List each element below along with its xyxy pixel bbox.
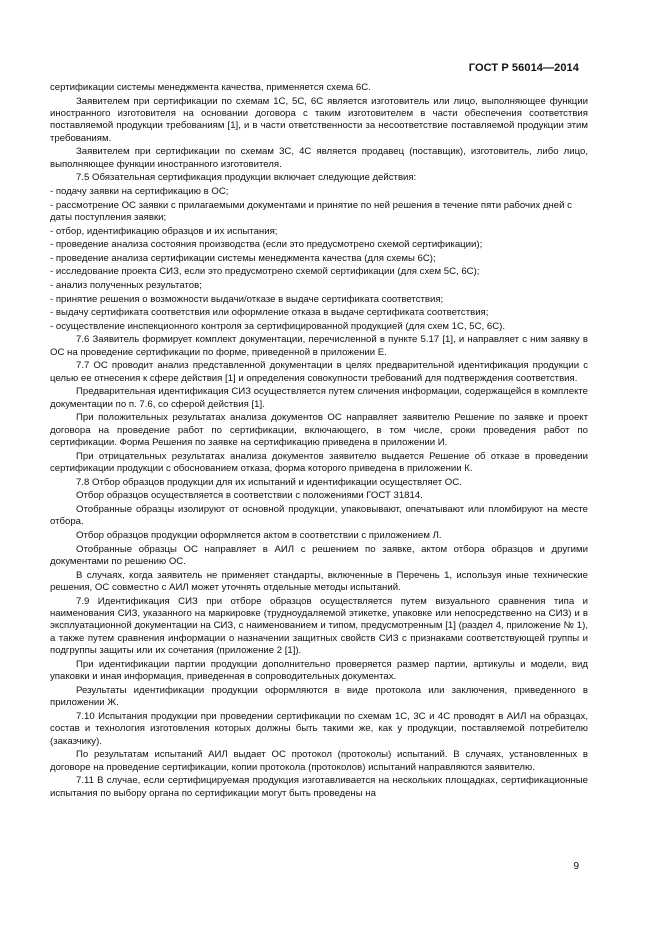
paragraph: Отбор образцов осуществляется в соответствии с положениями ГОСТ 31814. [76, 490, 423, 502]
list-item: - исследование проекта СИЗ, если это предусмотрено схемой сертификации (для схем 5С, 6С); [50, 266, 480, 278]
standard-header: ГОСТ Р 56014—2014 [468, 62, 579, 74]
paragraph: 7.10 Испытания продукции при проведении сертификации по схемам 1С, 3С и 4С проводят в АИЛ на образцах, состав и технология изготовления которых должны быть такими же, как у продукции, поставляемой потребителю (заказчику). [50, 710, 588, 747]
list-item: - принятие решения о возможности выдачи/отказе в выдаче сертификата соответствия; [50, 293, 444, 305]
paragraph: Отбор образцов продукции оформляется актом в соответствии с приложением Л. [76, 529, 442, 541]
list-item: - рассмотрение ОС заявки с прилагаемыми документами и принятие по ней решения в течение пяти рабочих дней с даты поступления заявки; [50, 199, 572, 223]
paragraph: 7.6 Заявитель формирует комплект документации, перечисленной в пункте 5.17 [1], и направляет с ним заявку в ОС на проведение сертификации по форме, приведенной в приложении Е. [50, 334, 588, 358]
paragraph: Отобранные образцы изолируют от основной продукции, упаковывают, опечатывают или пломбируют на месте отбора. [50, 503, 588, 528]
paragraph: При идентификации партии продукции дополнительно проверяется размер партии, артикулы и модели, вид упаковки и иная информация, приведенная в сопроводительных документах. [50, 658, 588, 683]
list-item: - анализ полученных результатов; [50, 279, 202, 291]
list-item: - выдачу сертификата соответствия или оформление отказа в выдаче сертификата соответствия; [50, 307, 489, 319]
paragraph: 7.7 ОС проводит анализ представленной документации в целях предварительной идентификация продукции с целью ее отнесения к сфере действия [1] и определения совокупности требований для подтверждения соответствия. [50, 360, 588, 384]
paragraph: 7.11 В случае, если сертифицируемая продукция изготавливается на нескольких площадках, сертификационные испытания по выбору органа по сертификации могут быть проведены на [50, 775, 588, 799]
paragraph: В случаях, когда заявитель не применяет стандарты, включенные в Перечень 1, используя иные технические решения, ОС совместно с АИЛ может уточнять отдельные методы испытаний. [50, 569, 588, 593]
paragraph: Заявителем при сертификации по схемам 1С, 5С, 6С является изготовитель или лицо, выполняющее функции иностранного изготовителя на основании договора с таким изготовителем в части обеспечения соответствия поставляемой продукции требованиям [1], и в части ответственности за несоответствие поставляемой продукции этим требованиям. [50, 95, 588, 144]
paragraph: Заявителем при сертификации по схемам 3С, 4С является продавец (поставщик), изготовитель, либо лицо, выполняющее функции иностранного изготовителя. [50, 146, 588, 170]
paragraph: сертификации системы менеджмента качества, применяется схема 6С. [50, 82, 371, 93]
list-item: - проведение анализа состояния производства (если это предусмотрено схемой сертификации); [50, 239, 483, 251]
document-body [50, 82, 588, 801]
list-item: - подачу заявки на сертификацию в ОС; [50, 186, 229, 197]
list-item: - проведение анализа сертификации системы менеджмента качества (для схемы 6С); [50, 252, 436, 264]
page-number: 9 [573, 861, 579, 872]
list-item: - осуществление инспекционного контроля за сертифицированной продукцией (для схем 1С, 5С, 6С). [50, 320, 505, 332]
paragraph: 7.8 Отбор образцов продукции для их испытаний и идентификации осуществляет ОС. [76, 476, 462, 488]
paragraph: Отобранные образцы ОС направляет в АИЛ с решением по заявке, актом отбора образцов и другими документами по решению ОС. [50, 543, 588, 567]
paragraph: По результатам испытаний АИЛ выдает ОС протокол (протоколы) испытаний. В случаях, установленных в договоре на проведение сертификации, копии протокола (протоколов) испытаний направляются заявителю. [50, 749, 588, 773]
paragraph: 7.5 Обязательная сертификация продукции включает следующие действия: [76, 172, 417, 184]
paragraph: 7.9 Идентификация СИЗ при отборе образцов осуществляется путем визуального сравнения типа и наименования СИЗ, указанного на маркировке (трудноудаляемой этикетке, упаковке или непосредственно на СИЗ) и в эксплуатационной документации на СИЗ, с наименованием и типом, предусмотренным [1] (раздел 4, приложение № 1), а также путем сравнения информации о назначении защитных свойств СИЗ с признаками соответствующей группы и подгруппы защиты или их сочетания (приложение 2 [1]). [50, 595, 588, 657]
paragraph: При отрицательных результатах анализа документов заявителю выдается Решение об отказе в проведении сертификации продукции с обоснованием отказа, форма которого приведена в приложении К. [50, 450, 588, 475]
paragraph: При положительных результатах анализа документов ОС направляет заявителю Решение по заявке и проект договора на проведение работ по сертификации, включающего, в том числе, сроки проведения работ по сертификации. Форма Решения по заявке на сертификацию приведена в приложении И. [50, 412, 588, 449]
paragraph: Результаты идентификации продукции оформляются в виде протокола или заключения, приведенного в приложении Ж. [50, 684, 588, 709]
paragraph: Предварительная идентификация СИЗ осуществляется путем сличения информации, содержащейся в комплекте документации по п. 7.6, со сферой действия [1]. [50, 386, 588, 410]
list-item: - отбор, идентификацию образцов и их испытания; [50, 225, 278, 237]
